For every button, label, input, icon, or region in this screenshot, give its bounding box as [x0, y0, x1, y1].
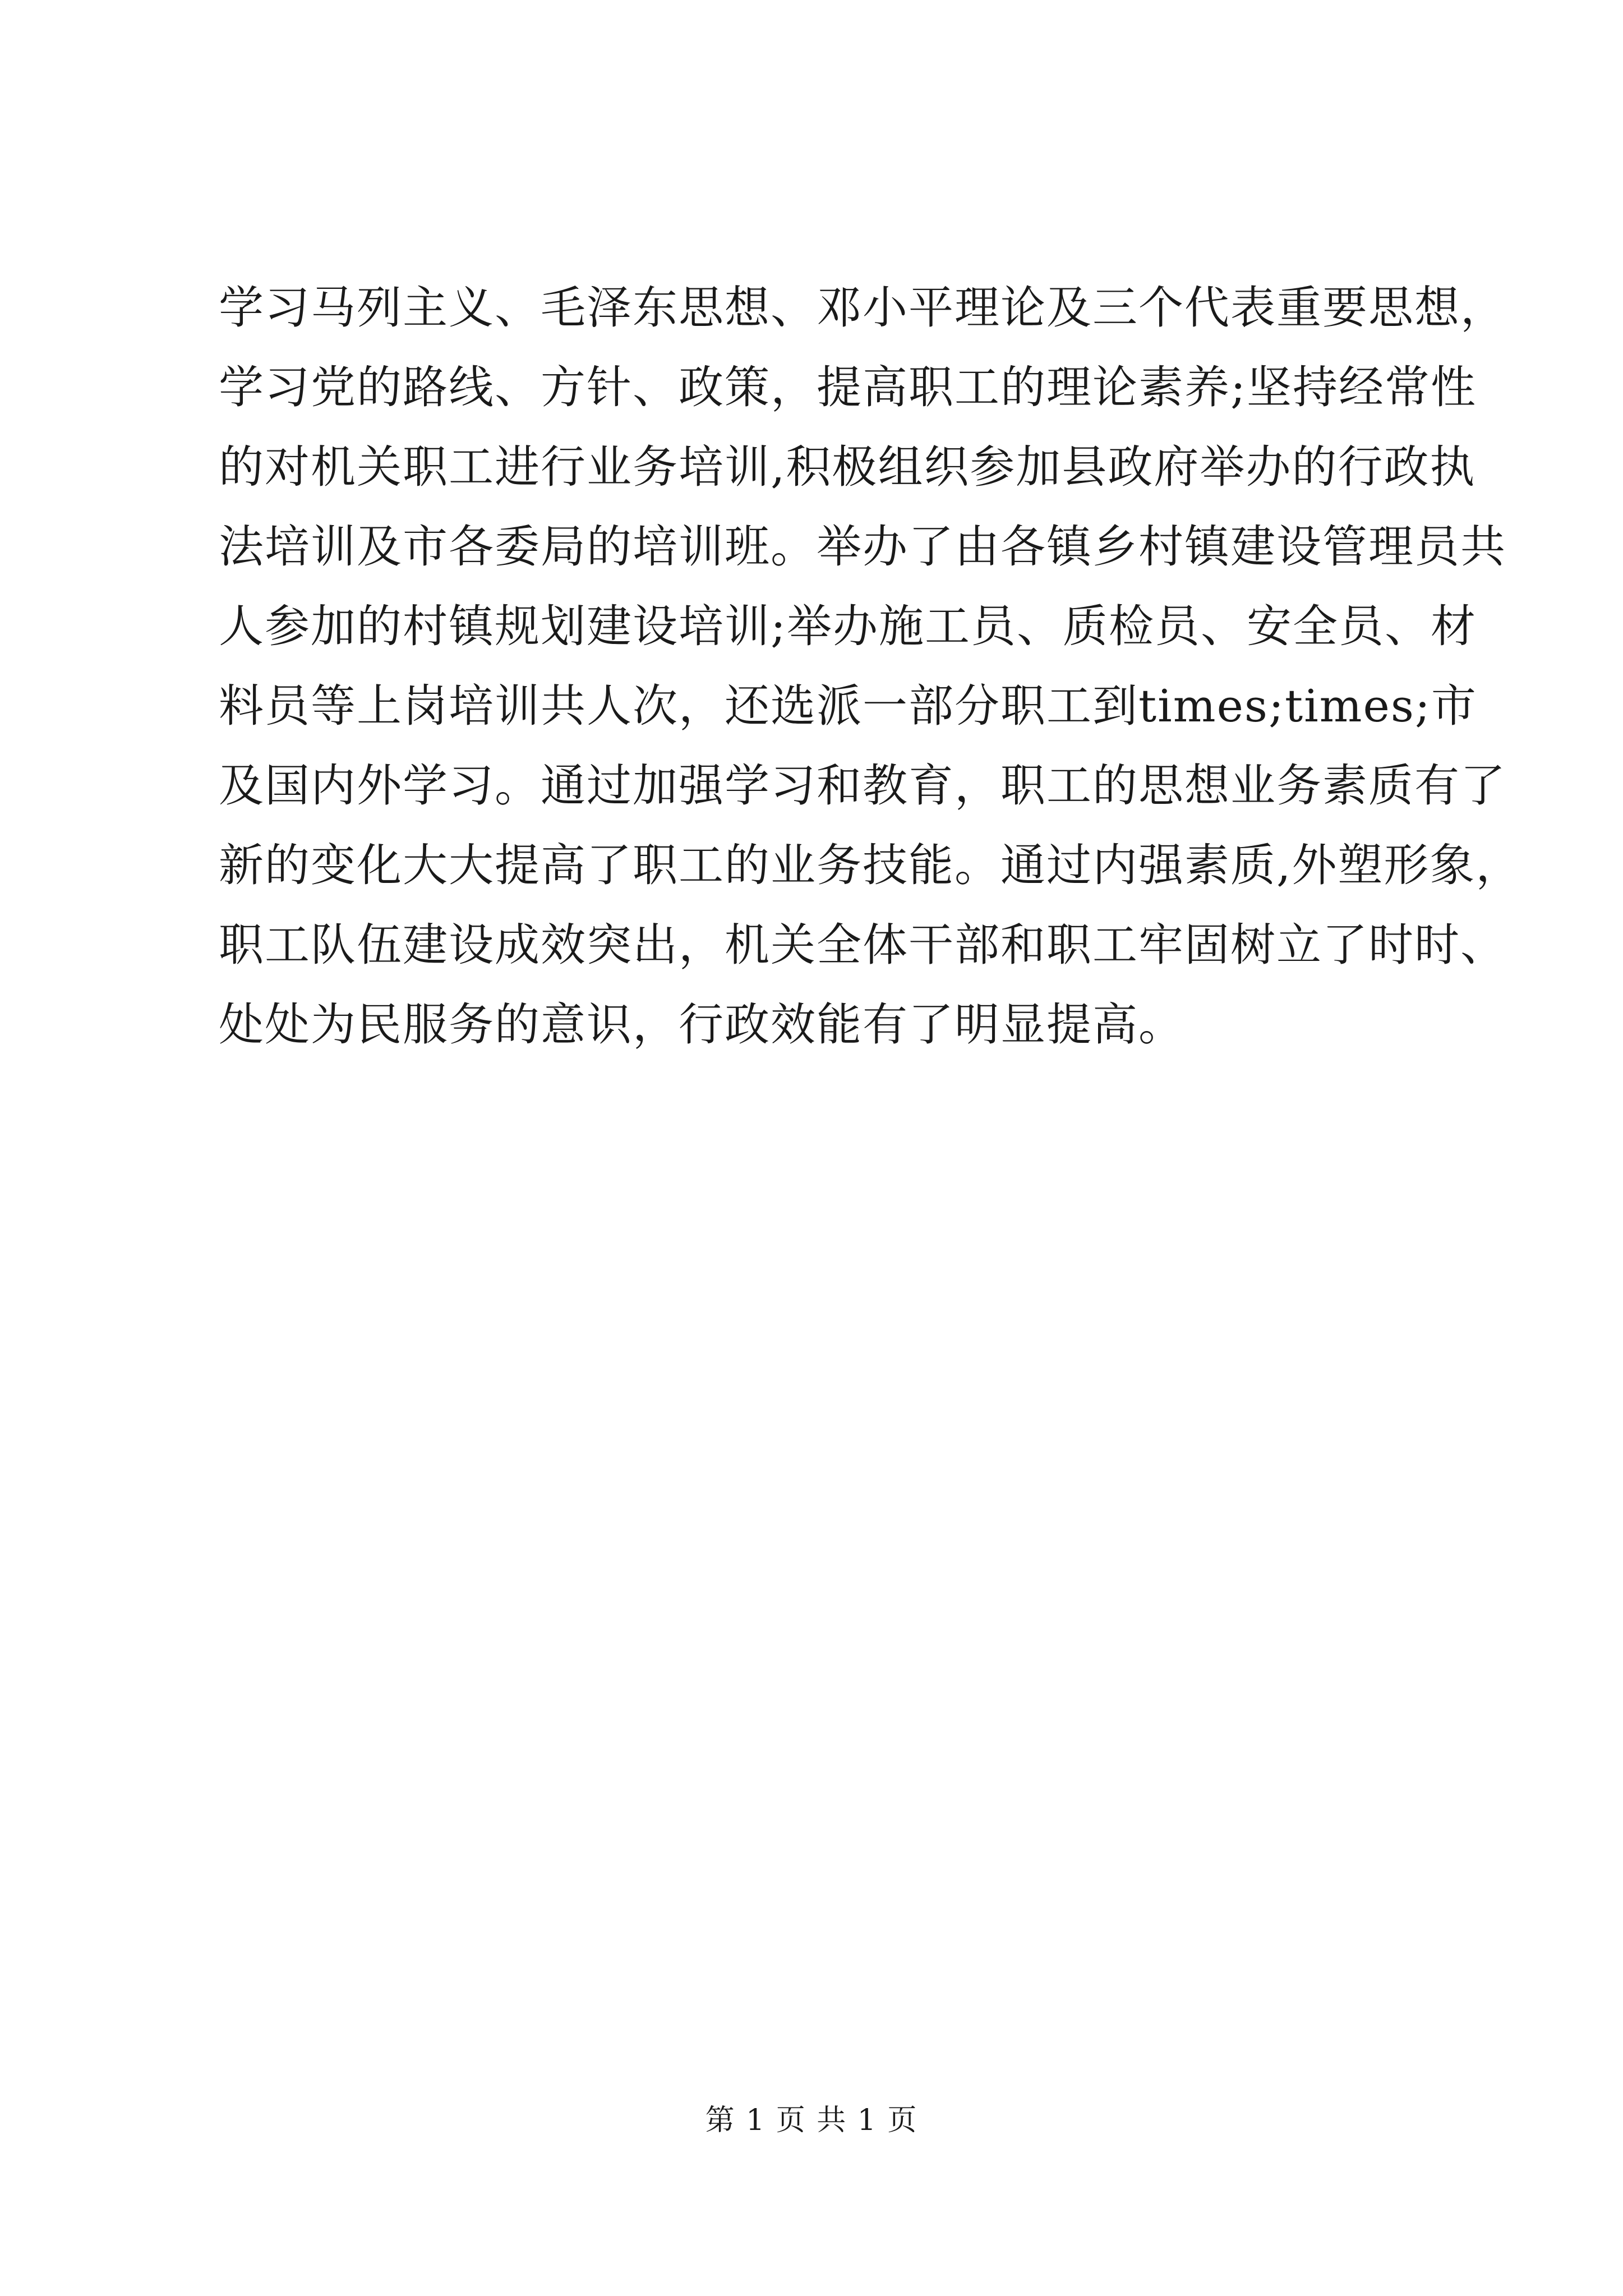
paragraph-line: 人参加的村镇规划建设培训;举办施工员、质检员、安全员、材 — [219, 600, 1477, 652]
paragraph-line: 学习马列主义、毛泽东思想、邓小平理论及三个代表重要思想， — [219, 282, 1506, 334]
paragraph-line: 学习党的路线、方针、政策，提高职工的理论素养;坚持经常性 — [219, 361, 1477, 413]
paragraph-line: 法培训及市各委局的培训班。举办了由各镇乡村镇建设管理员共 — [219, 521, 1506, 573]
page-footer: 第 1 页 共 1 页 — [705, 2104, 918, 2137]
paragraph-line: 处处为民服务的意识，行政效能有了明显提高。 — [219, 999, 1184, 1051]
paragraph-line: 料员等上岗培训共人次，还选派一部分职工到times;times;市 — [219, 680, 1477, 732]
paragraph-line: 及国内外学习。通过加强学习和教育，职工的思想业务素质有了 — [219, 760, 1506, 812]
paragraph-line: 的对机关职工进行业务培训,积极组织参加县政府举办的行政执 — [219, 441, 1476, 493]
paragraph-line: 职工队伍建设成效突出，机关全体干部和职工牢固树立了时时、 — [219, 919, 1506, 971]
body-paragraph — [219, 268, 1522, 1065]
paragraph-line: 新的变化大大提高了职工的业务技能。通过内强素质,外塑形象， — [219, 839, 1522, 891]
